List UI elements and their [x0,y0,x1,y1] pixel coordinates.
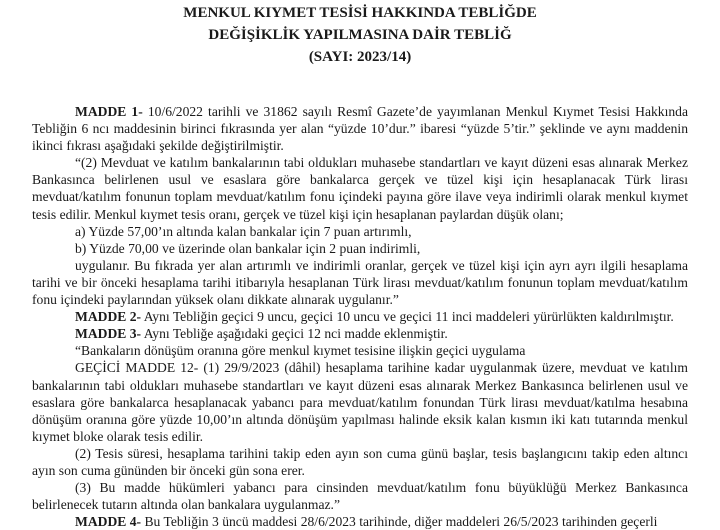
paragraph [32,223,688,240]
paragraph [32,513,688,530]
paragraph-text: 10/6/2022 tarihli ve 31862 sayılı Resmî Gazete’de yayımlanan Menkul Kıymet Tesisi Hakkında Tebliğin 6 ncı maddesinin birinci fıkrasında yer alan “yüzde 10’dur.” ibaresi “yüzde 5’tir.” şeklinde ve aynı maddenin ikinci fıkrası aşağıdaki şekilde değiştirilmiştir. [32,104,689,154]
paragraph [32,308,688,325]
paragraph [32,445,688,479]
paragraph-text: (3) Bu madde hükümleri yabancı para cinsinden mevduat/katılım fonu büyüklüğü Merkez Bankasınca belirlenecek tutarın altında olan bankalara uygulanmaz.” [32,480,688,513]
paragraph-text: Bu Tebliğin 3 üncü maddesi 28/6/2023 tarihinde, diğer maddeleri 26/5/2023 tarihinden geçerli [141,514,658,530]
paragraph-text: Aynı Tebliğin geçici 9 uncu, geçici 10 uncu ve geçici 11 inci maddeleri yürürlükten kaldırılmıştır. [141,309,674,325]
paragraph-text: Aynı Tebliğe aşağıdaki geçici 12 nci madde eklenmiştir. [141,326,448,342]
document-title [0,2,720,68]
paragraph-text: GEÇİCİ MADDE 12- (1) 29/9/2023 (dâhil) hesaplama tarihine kadar uygulanmak üzere, mevduat ve katılım bankalarının tabi oldukları muhasebe standartları ve kayıt düzeni esas alınarak Merkez Bankasınca belirlenen usul ve esaslara göre bankalarca hesaplanacak yabancı para mevduat/katılım fonundan Türk lirası mevduat/katılma hesabına dönüşüm oranına göre yüzde 10,00’ın altında dönüşüm yapılması halinde eksik kalan kısmın iki katı tutarında menkul kıymet bloke olarak tesis edilir. [32,360,688,444]
paragraph-text: uygulanır. Bu fıkrada yer alan artırımlı ve indirimli oranlar, gerçek ve tüzel kişi için ayrı ayrı ilgili hesaplama tarihi ve bir önceki hesaplama tarihi itibarıyla hesaplanan Türk lirası mevduat/katılım fonunun toplam mevduat/katılım fonu içindeki paylarından yüksek olanı dikkate alınarak uygulanır.” [32,257,688,308]
title-line-3: (SAYI: 2023/14) [308,49,412,65]
article-heading: MADDE 4- [75,514,142,530]
paragraph-text: (2) Tesis süresi, hesaplama tarihini takip eden ayın son cuma günü başlar, tesis başlangıcını takip eden altıncı ayın son cuma gününden bir önceki gün sona erer. [32,445,688,478]
paragraph-text: b) Yüzde 70,00 ve üzerinde olan bankalar için 2 puan indirimli, [75,240,421,256]
article-heading: MADDE 1- [75,104,143,119]
paragraph [32,325,688,342]
paragraph [32,240,688,257]
paragraph [32,479,688,513]
paragraph-text: “(2) Mevduat ve katılım bankalarının tabi oldukları muhasebe standartları ve kayıt düzeni esas alınarak Merkez Bankasınca belirlenen usul ve esaslara göre bankalarca gerçek ve tüzel kişi için hesaplanacak Türk lirası mevduat/katılım fonunun toplam mevduat/katılım fonu içindeki payına göre ilave veya indirimli olarak menkul kıymet tesis edilir. Menkul kıymet tesis oranı, gerçek ve tüzel kişi için hesaplanan paylardan düşük olanı; [32,155,688,222]
paragraph [32,359,688,444]
paragraph [32,154,688,222]
paragraph [32,257,688,308]
title-line-1: MENKUL KIYMET TESİSİ HAKKINDA TEBLİĞDE [183,5,537,21]
paragraph-text: a) Yüzde 57,00’ın altında kalan bankalar için 7 puan artırımlı, [75,223,412,239]
article-heading: MADDE 3- [75,326,142,342]
document-body [32,103,688,530]
paragraph [32,342,688,359]
paragraph [32,103,688,154]
paragraph-text: “Bankaların dönüşüm oranına göre menkul kıymet tesisine ilişkin geçici uygulama [75,343,526,359]
article-heading: MADDE 2- [75,309,142,325]
title-line-2: DEĞİŞİKLİK YAPILMASINA DAİR TEBLİĞ [208,27,512,43]
